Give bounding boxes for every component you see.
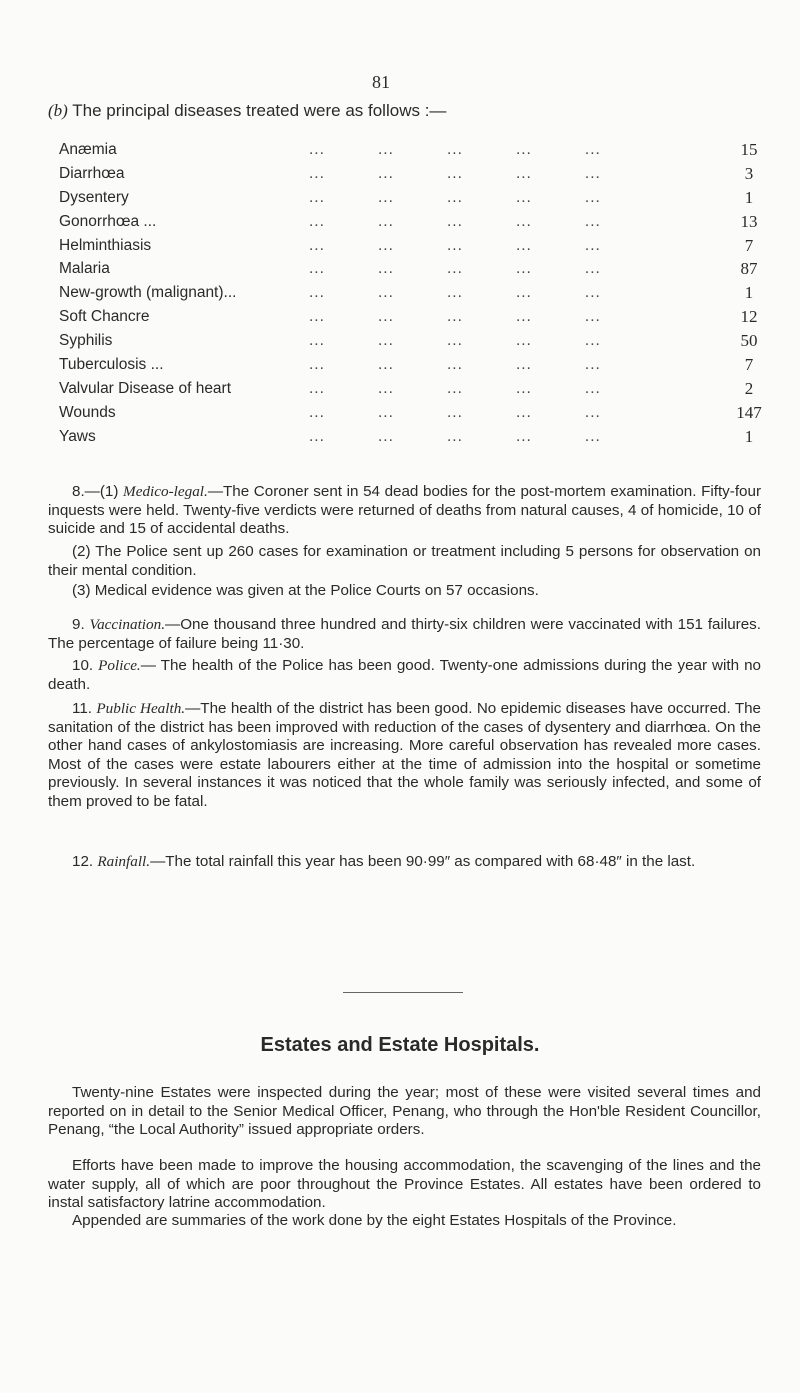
disease-name: Malaria [59, 260, 110, 278]
rainfall-paragraph [48, 853, 761, 872]
disease-count: 15 [740, 140, 758, 159]
page-number: 81 [372, 72, 390, 92]
table-row [59, 257, 769, 281]
p10-label: Police. [98, 657, 141, 674]
p12-text: —The total rainfall this year has been 90·99″ as compared with 68·48″ in the last. [150, 853, 696, 870]
leader-dots: ... ... ... ... ... [309, 308, 601, 326]
disease-name: Valvular Disease of heart [59, 379, 232, 397]
disease-count: 12 [740, 307, 758, 327]
p8-3-text: (3) Medical evidence was given at the Police Courts on 57 occasions. [72, 582, 539, 599]
table-row [59, 353, 769, 377]
police-health-paragraph [48, 657, 761, 694]
p8-2-text: (2) The Police sent up 260 cases for examination or treatment including 5 persons for observation on their mental condition. [48, 543, 761, 579]
disease-name: Syphilis [59, 332, 113, 350]
disease-count: 1 [744, 283, 754, 303]
disease-name: New-growth (malignant)... [59, 284, 237, 302]
vaccination-paragraph [48, 616, 761, 653]
disease-count: 1 [744, 187, 754, 207]
disease-name: Diarrhœa [59, 164, 125, 182]
disease-name: Anæmia [59, 141, 117, 158]
estates-inspection-paragraph [48, 1084, 761, 1140]
p11-label: Public Health. [96, 700, 186, 717]
diseases-intro [48, 101, 446, 121]
p9-label: Vaccination. [89, 616, 165, 633]
table-row [59, 210, 769, 234]
disease-count: 2 [744, 378, 754, 398]
p8-prefix: 8.—(1) [72, 483, 124, 500]
disease-count: 13 [740, 211, 758, 231]
p9-text: —One thousand three hundred and thirty-six children were vaccinated with 151 failures. The percentage of failure being 11·30. [48, 616, 761, 652]
disease-name: Soft Chancre [59, 308, 150, 326]
section-p3-text: Appended are summaries of the work done by the eight Estates Hospitals of the Province. [72, 1212, 677, 1229]
table-row [59, 162, 769, 186]
leader-dots: ... ... ... ... ... [309, 260, 601, 278]
p12-prefix: 12. [72, 853, 98, 870]
p11-text: —The health of the district has been good. No epidemic diseases have occurred. The sanitation of the district has been improved with reduction of the cases of dysentery and diarrhœa. On the other hand cases of ankylostomiasis are increasing. More careful observation has revealed more cases. Most of the cases were estate labourers either at the time of admission into the hospital or sometime previously. In several instances it was noticed that the whole family was seriously infected, and some of them proved to be fatal. [48, 700, 761, 810]
leader-dots: ... ... ... ... ... [309, 379, 601, 397]
leader-dots: ... ... ... ... ... [309, 284, 601, 302]
disease-name: Yaws [59, 427, 96, 445]
table-row [59, 377, 769, 401]
p10-prefix: 10. [72, 657, 99, 674]
leader-dots: ... ... ... ... ... [309, 236, 601, 254]
table-row [59, 329, 769, 353]
diseases-table [59, 138, 769, 449]
intro-marker: (b) [48, 101, 68, 120]
disease-count: 7 [744, 355, 754, 375]
disease-name: Wounds [59, 403, 116, 421]
table-row [59, 305, 769, 329]
section-p1-text: Twenty-nine Estates were inspected during the year; most of these were visited several times and reported on in detail to the Senior Medical Officer, Penang, who through the Hon'ble Resident Councillor, Penang, “the Local Authority” issued appropriate orders. [48, 1084, 761, 1139]
p9-prefix: 9. [72, 616, 90, 633]
table-row [59, 186, 769, 210]
disease-name: Tuberculosis ... [59, 356, 164, 374]
disease-count: 50 [740, 331, 758, 351]
leader-dots: ... ... ... ... ... [309, 141, 601, 158]
leader-dots: ... ... ... ... ... [309, 332, 601, 350]
leader-dots: ... ... ... ... ... [309, 164, 601, 182]
table-row [59, 401, 769, 425]
p8-text: —The Coroner sent in 54 dead bodies for the post-mortem examination. Fifty-four inquests were held. Twenty-five verdicts were returned of deaths from natural causes, 4 of homicide, 10 of suicide and 15 of accidental deaths. [48, 483, 761, 538]
leader-dots: ... ... ... ... ... [309, 356, 601, 374]
p12-label: Rainfall. [97, 853, 151, 870]
leader-dots: ... ... ... ... ... [309, 403, 601, 421]
table-row [59, 138, 769, 162]
disease-name: Helminthiasis [59, 236, 152, 254]
disease-count: 1 [744, 426, 754, 446]
p11-prefix: 11. [72, 700, 97, 717]
medical-evidence-paragraph [48, 582, 761, 601]
disease-count: 147 [736, 402, 762, 422]
medico-legal-paragraph [48, 483, 761, 539]
disease-count: 7 [744, 235, 754, 255]
disease-count: 87 [740, 259, 758, 279]
p10-text: — The health of the Police has been good. Twenty-one admissions during the year with no death. [48, 657, 761, 693]
table-row [59, 281, 769, 305]
leader-dots: ... ... ... ... ... [309, 427, 601, 445]
public-health-paragraph [48, 700, 761, 812]
disease-name: Gonorrhœa ... [59, 212, 157, 230]
intro-text: The principal diseases treated were as follows :— [67, 101, 447, 120]
section-p2-text: Efforts have been made to improve the housing accommodation, the scavenging of the lines and the water supply, all of which are poor throughout the Province Estates. All estates have been ordered to instal satisfactory latrine accommodation. [48, 1157, 761, 1212]
p8-label: Medico-legal. [123, 483, 208, 500]
police-cases-paragraph [48, 543, 761, 580]
section-divider [343, 992, 463, 993]
table-row [59, 425, 769, 449]
leader-dots: ... ... ... ... ... [309, 212, 601, 230]
leader-dots: ... ... ... ... ... [309, 188, 601, 206]
appended-summaries-paragraph [48, 1212, 761, 1231]
section-heading: Estates and Estate Hospitals. [260, 1034, 540, 1056]
disease-count: 3 [744, 163, 754, 183]
disease-name: Dysentery [59, 188, 129, 206]
table-row [59, 234, 769, 258]
housing-paragraph [48, 1157, 761, 1213]
